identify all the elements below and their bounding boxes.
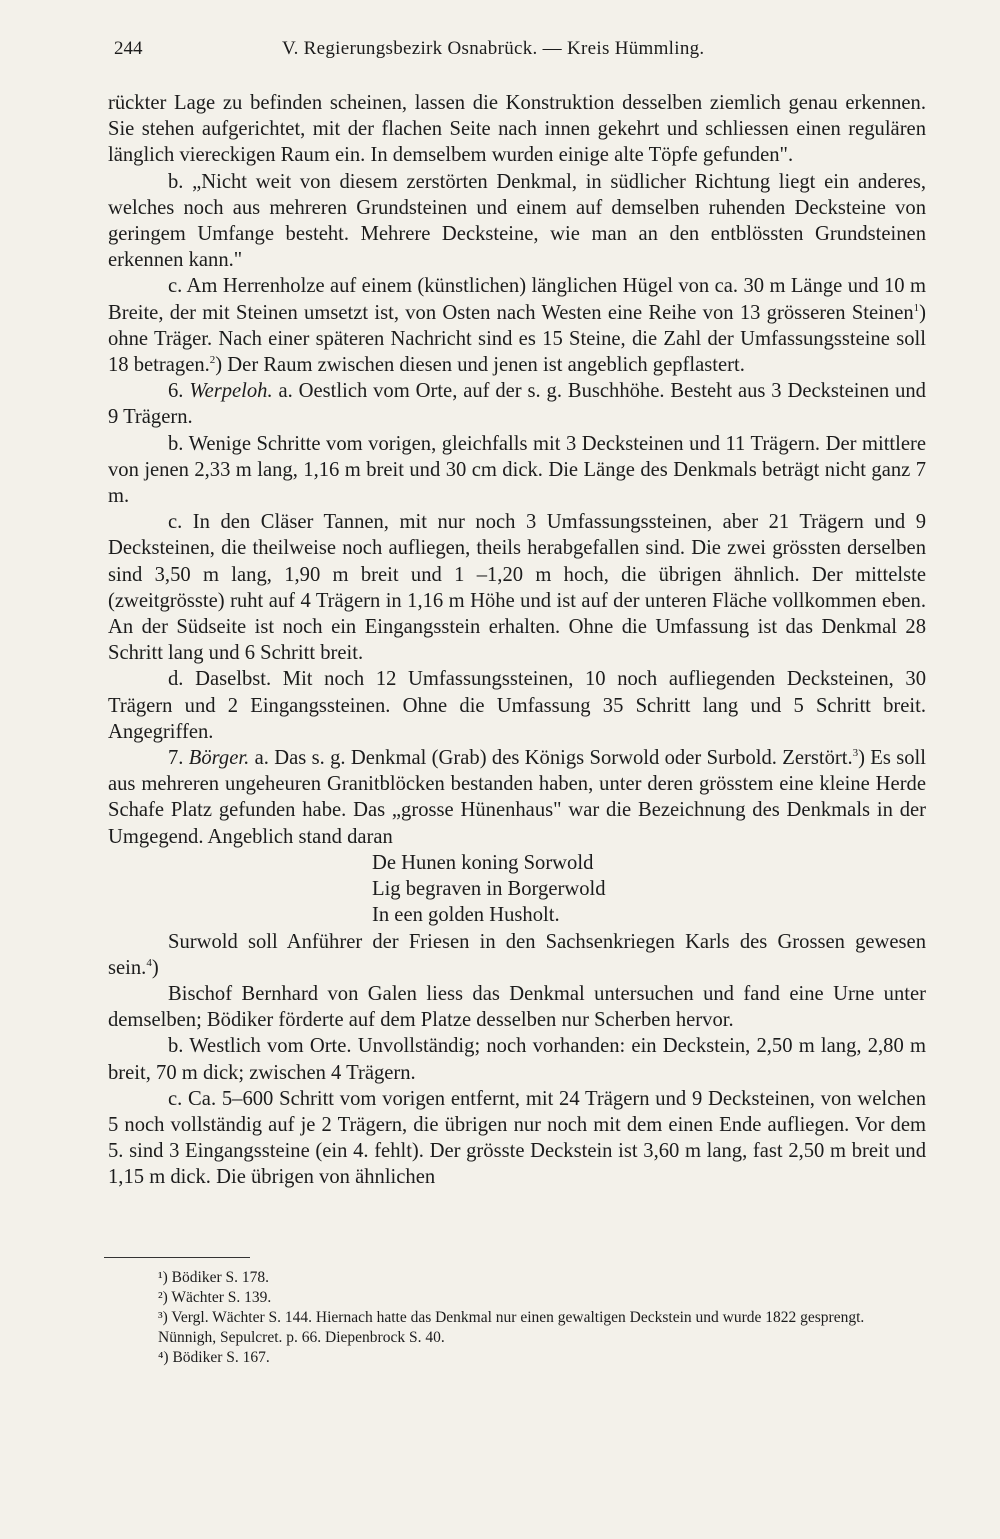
verse-quote xyxy=(108,850,926,929)
paragraph-surwold xyxy=(108,929,926,981)
footnote-1: ¹) Bödiker S. 178. xyxy=(158,1269,269,1286)
paragraph-galen: Bischof Bernhard von Galen liess das Denkmal untersuchen und fand eine Urne unter demselben; Bödiker förderte auf dem Platze desselben nur Scherben hervor. xyxy=(108,982,926,1032)
paragraph-c-text-1: c. Am Herrenholze auf einem (künstlichen) länglichen Hügel von ca. 30 m Länge und 10 m Breite, der mit Steinen umsetzt ist, von Osten nach Westen eine Reihe von 13 grösseren Steinen xyxy=(108,275,926,324)
paragraph-surwold-text: Surwold soll Anführer der Friesen in den Sachsenkriegen Karls des Grossen gewesen sein. xyxy=(108,930,926,979)
running-title: V. Regierungsbezirk Osnabrück. — Kreis Hümmling. xyxy=(282,38,705,59)
footnote-rule xyxy=(104,1257,250,1258)
footnote-ref-2: 2 xyxy=(209,354,216,367)
place-name: Börger. xyxy=(188,747,250,770)
main-text xyxy=(108,90,926,1191)
paragraph-boerger xyxy=(108,745,926,850)
paragraph-boerger-c: c. Ca. 5–600 Schritt vom vorigen entfernt, mit 24 Trägern und 9 Decksteinen, von welchen 5 noch vollständig auf je 2 Trägern, die übrigen nur noch mit dem einen Ende aufliegen. Vor dem 5. sind 3 Eingangssteine (ein 4. fehlt). Der grösste Deckstein ist 3,60 m lang, fast 2,50 m breit und 1,15 m dick. Die übrigen von ähnlichen xyxy=(108,1087,926,1189)
paragraph-werpeloh-c: c. In den Cläser Tannen, mit nur noch 3 Umfassungssteinen, aber 21 Trägern und 9 Decksteinen, die theilweise noch aufliegen, theils herabgefallen sind. Die zwei grössten derselben sind 3,50 m lang, 1,90 m breit und 1 –1,20 m hoch, die übrigen ähnlich. Der mittelste (zweitgrösste) ruht auf 4 Trägern in 1,16 m Höhe und ist auf der unteren Fläche vollkommen eben. An der Südseite ist noch ein Eingangsstein erhalten. Ohne die Umfassung ist das Denkmal 28 Schritt lang und 6 Schritt breit. xyxy=(108,511,926,665)
paragraph-werpeloh xyxy=(108,378,926,430)
entry-number: 6. xyxy=(168,380,184,403)
paragraph-boerger-b: b. Westlich vom Orte. Unvollständig; noch vorhanden: ein Deckstein, 2,50 m lang, 2,80 m breit, 70 m dick; zwischen 4 Trägern. xyxy=(108,1035,926,1084)
paragraph-c-text-2: ) ohne Träger. Nach einer späteren Nachricht sind es 15 Steine, die Zahl der Umfassungssteine soll 18 betragen. xyxy=(108,301,926,377)
verse-line: Lig begraven in Borgerwold xyxy=(372,878,606,901)
paragraph-werpeloh-d: d. Daselbst. Mit noch 12 Umfassungssteinen, 10 noch aufliegenden Decksteinen, 30 Trägern und 2 Eingangssteinen. Ohne die Umfassung 35 Schritt lang und 5 Schritt breit. Angegriffen. xyxy=(108,668,926,743)
paragraph-werpeloh-b: b. Wenige Schritte vom vorigen, gleichfalls mit 3 Decksteinen und 11 Trägern. Der mittlere von jenen 2,33 m lang, 1,16 m breit und 30 cm dick. Die Länge des Denkmals beträgt nicht ganz 7 m. xyxy=(108,432,926,508)
paragraph-b: b. „Nicht weit von diesem zerstörten Denkmal, in südlicher Richtung liegt ein anderes, welches noch aus mehreren Grundsteinen und einem auf demselben ruhenden Decksteine von geringem Umfange besteht. Mehrere Decksteine, wie man an den entblössten Grundsteinen erkennen kann." xyxy=(108,170,926,272)
entry-text-2: ) Es soll aus mehreren ungeheuren Granitblöcken bestanden haben, unter deren grösstem eine kleine Herde Schafe Platz gefunden habe. Das „grosse Hünenhaus" war die Bezeichnung des Denkmals in der Umgegend. Angeblich stand daran xyxy=(108,747,926,848)
verse-line: In een golden Husholt. xyxy=(372,904,560,927)
footnotes xyxy=(100,1268,924,1368)
footnote-3: ³) Vergl. Wächter S. 144. Hiernach hatte das Denkmal nur einen gewaltigen Deckstein und wurde 1822 gesprengt. Nünnigh, Sepulcret. p. 66. Diepenbrock S. 40. xyxy=(158,1309,865,1346)
place-name: Werpeloh. xyxy=(189,380,273,403)
entry-number: 7. xyxy=(168,747,184,770)
paragraph-surwold-close: ) xyxy=(151,956,159,979)
footnote-ref-3: 3 xyxy=(852,747,859,760)
paragraph-c-text-3: ) Der Raum zwischen diesen und jenen ist angeblich gepflastert. xyxy=(215,354,745,377)
footnote-ref-1: 1 xyxy=(913,301,920,314)
entry-text: a. Oestlich vom Orte, auf der s. g. Buschhöhe. Besteht aus 3 Decksteinen und 9 Trägern. xyxy=(108,380,926,429)
footnote-4: ⁴) Bödiker S. 167. xyxy=(158,1349,270,1366)
verse-line: De Hunen koning Sorwold xyxy=(372,851,594,874)
footnote-2: ²) Wächter S. 139. xyxy=(158,1289,272,1306)
footnote-ref-4: 4 xyxy=(146,956,152,969)
page-header xyxy=(114,38,914,64)
entry-text-1: a. Das s. g. Denkmal (Grab) des Königs Sorwold oder Surbold. Zerstört. xyxy=(254,747,853,770)
page-number: 244 xyxy=(114,38,143,59)
paragraph-continuation: rückter Lage zu befinden scheinen, lassen die Konstruktion desselben ziemlich genau erkennen. Sie stehen aufgerichtet, mit der flachen Seite nach innen gekehrt und schliessen einen regulären länglich viereckigen Raum ein. In demselbem wurden einige alte Töpfe gefunden". xyxy=(108,92,926,167)
paragraph-c xyxy=(108,273,926,378)
